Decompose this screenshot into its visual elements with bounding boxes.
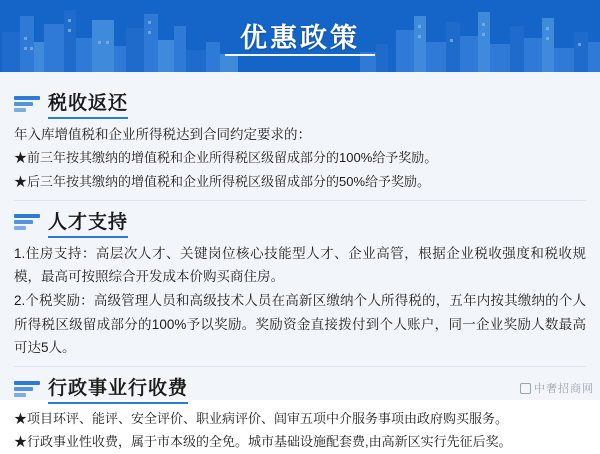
divider: [14, 366, 586, 367]
paragraph: 1.住房支持：高层次人才、关键岗位核心技能型人才、企业高管，根据企业税收强度和税收规模，最高可按照综合开发成本价购买商住房。: [14, 245, 586, 285]
three-bars-icon: [14, 380, 40, 396]
section-title: 人才支持: [48, 207, 128, 236]
section-administrative-fees: [14, 373, 586, 454]
paragraph: ★项目环评、能评、安全评价、职业病评价、闾审五项中介服务事项由政府购买服务。: [14, 411, 509, 427]
paragraph: ★后三年按其缴纳的增值税和企业所得税区级留成部分的50%给予奖励。: [14, 173, 431, 189]
paragraph: ★行政事业性收费，属于市本级的全免。城市基础设施配套费,由高新区实行先征后奖。: [14, 434, 512, 450]
paragraph: ★前三年按其缴纳的增值税和企业所得税区级留成部分的100%给予奖励。: [14, 150, 438, 166]
section-title: 行政事业行收费: [48, 373, 188, 402]
policy-content: [0, 72, 600, 450]
three-bars-icon: [14, 213, 40, 229]
divider: [14, 200, 586, 201]
paragraph: 2.个税奖励：高级管理人员和高级技术人员在高新区缴纳个人所得税的，五年内按其缴纳的个人所得税区级留成部分的100%予以奖励。奖励资金直接拨付到个人账户，同一企业奖励人数最高可达5人。: [14, 293, 586, 355]
section-tax-rebate: [14, 88, 586, 193]
title-underline: [225, 54, 375, 56]
site-logo-icon: [520, 383, 531, 394]
watermark-text: 中奢招商网: [534, 383, 594, 395]
three-bars-icon: [14, 95, 40, 111]
section-heading: [14, 207, 586, 236]
section-heading: [14, 88, 586, 117]
paragraph: 年入库增值税和企业所得税达到合同约定要求的：: [14, 127, 311, 142]
section-title: 税收返还: [48, 88, 128, 117]
section-heading: [14, 373, 586, 402]
section-talent-support: [14, 207, 586, 359]
page-title: 优惠政策: [240, 23, 360, 53]
watermark: [520, 380, 594, 396]
header-banner: [0, 0, 600, 72]
